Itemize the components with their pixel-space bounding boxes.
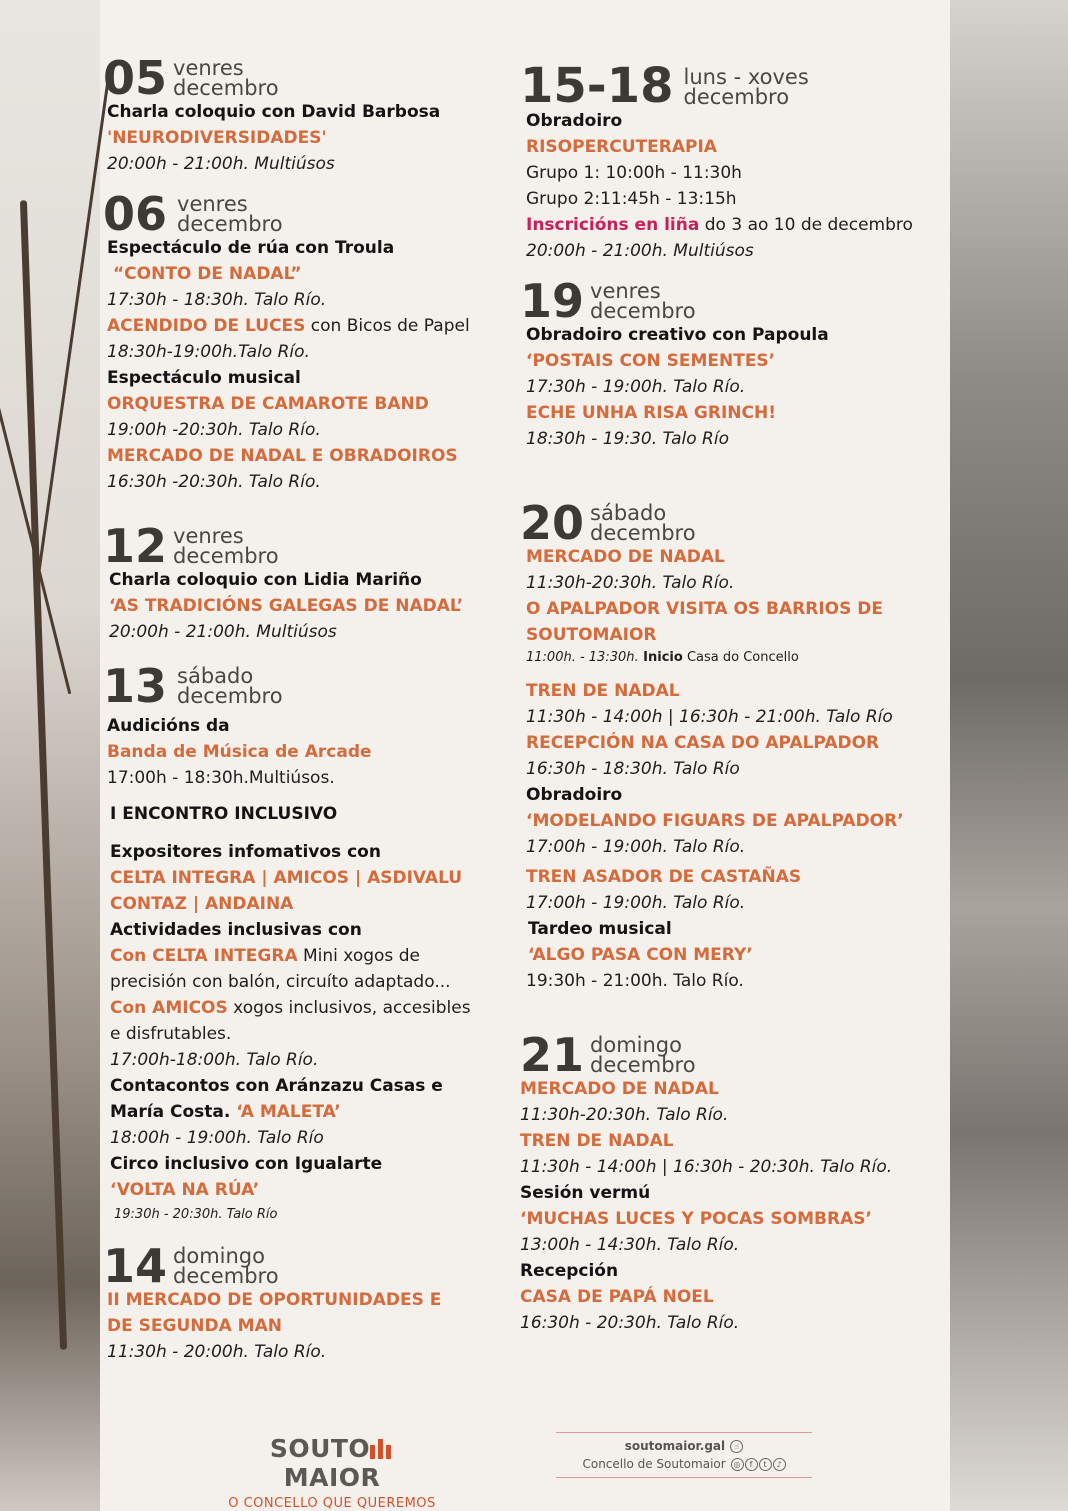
event-title: Circo inclusivo con Igualarte — [110, 1154, 383, 1174]
day-number: 06 — [103, 187, 168, 241]
event-name: ‘POSTAIS CON SEMENTES’ — [526, 351, 776, 371]
day-13 — [103, 659, 513, 1225]
event-title: Contacontos con Aránzazu Casas e — [110, 1076, 443, 1096]
event-detail: do 3 ao 10 de decembro — [699, 215, 913, 235]
event-name: “CONTO DE NADAL” — [113, 264, 302, 284]
event-title: Expositores infomativos con — [110, 842, 381, 862]
contact-block — [556, 1432, 812, 1478]
event-time: 17:00h - 18:30h.Multiúsos. — [107, 768, 335, 788]
day-number: 19 — [520, 274, 585, 328]
event-name: TREN DE NADAL — [526, 681, 680, 701]
event-title: Espectáculo de rúa con Troula — [107, 238, 395, 258]
event-name: RECEPCIÓN NA CASA DO APALPADOR — [526, 733, 880, 753]
event-title: Recepción — [520, 1261, 619, 1281]
month: decembro — [177, 684, 283, 709]
event-name: TREN DE NADAL — [520, 1131, 674, 1151]
event-name: MERCADO DE NADAL — [520, 1079, 719, 1099]
event-time: 17:00h - 19:00h. Talo Río. — [526, 837, 746, 857]
event-detail: xogos inclusivos, accesibles — [227, 998, 471, 1018]
event-time: Grupo 2:11:45h - 13:15h — [526, 189, 737, 209]
instagram-icon[interactable]: ◎ — [731, 1458, 744, 1471]
day-number: 14 — [103, 1239, 168, 1293]
event-name: MERCADO DE NADAL E OBRADOIROS — [107, 446, 458, 466]
event-time: 11:30h - 14:00h | 16:30h - 21:00h. Talo Río — [526, 707, 893, 727]
event-name: Banda de Música de Arcade — [107, 742, 372, 762]
logo-text-a: SOUTO — [269, 1434, 371, 1463]
day-05 — [103, 51, 513, 177]
event-title: Tardeo musical — [528, 919, 672, 939]
twitter-icon[interactable]: t — [759, 1458, 772, 1471]
event-name: Con AMICOS — [110, 998, 228, 1018]
right-column — [520, 58, 950, 1336]
tiktok-icon[interactable]: ♪ — [773, 1458, 786, 1471]
event-title: Obradoiro creativo con Papoula — [526, 325, 829, 345]
event-title: Charla coloquio con Lidia Mariño — [109, 570, 422, 590]
event-name: ‘MUCHAS LUCES Y POCAS SOMBRAS’ — [520, 1209, 872, 1229]
event-detail: Inicio — [638, 650, 683, 665]
day-12 — [103, 519, 513, 645]
event-name: ‘ALGO PASA CON MERY’ — [528, 945, 753, 965]
soutomaior-logo — [222, 1434, 442, 1511]
event-name: TREN ASADOR DE CASTAÑAS — [526, 867, 802, 887]
event-time: 16:30h - 20:30h. Talo Río. — [520, 1313, 740, 1333]
day-number: 15-18 — [520, 58, 674, 114]
left-column — [103, 51, 513, 1365]
day-number: 12 — [103, 519, 168, 573]
event-time: 11:30h - 14:00h | 16:30h - 20:30h. Talo Río. — [520, 1157, 893, 1177]
day-20 — [520, 496, 950, 994]
day-number: 20 — [520, 496, 585, 550]
event-time: 19:00h -20:30h. Talo Río. — [107, 420, 321, 440]
event-name: ACENDIDO DE LUCES — [107, 316, 306, 336]
weekday: sábado — [177, 664, 254, 689]
event-time: 16:30h -20:30h. Talo Río. — [107, 472, 321, 492]
day-19 — [520, 274, 950, 452]
event-title: Espectáculo musical — [107, 368, 301, 388]
event-time: 17:30h - 18:30h. Talo Río. — [107, 290, 327, 310]
event-name: ‘VOLTA NA RÚA’ — [110, 1180, 260, 1200]
month: decembro — [173, 544, 279, 569]
day-number: 13 — [103, 659, 168, 713]
event-name: II MERCADO DE OPORTUNIDADES E — [107, 1290, 442, 1310]
day-06 — [103, 187, 513, 495]
event-time: 20:00h - 21:00h. Multiúsos — [107, 154, 335, 174]
event-name: SOUTOMAIOR — [526, 625, 657, 645]
event-name: ‘A MALETA’ — [230, 1102, 341, 1122]
event-title: Obradoiro — [526, 111, 623, 131]
event-time: 20:00h - 21:00h. Multiúsos — [109, 622, 337, 642]
event-name: ‘AS TRADICIÓNS GALEGAS DE NADAL’ — [109, 596, 464, 616]
event-time: 20:00h - 21:00h. Multiúsos — [526, 241, 754, 261]
event-time: 13:00h - 14:30h. Talo Río. — [520, 1235, 740, 1255]
event-name: CELTA INTEGRA | AMICOS | ASDIVALU — [110, 868, 463, 888]
event-detail: precisión con balón, circuíto adaptado... — [110, 972, 451, 992]
weekday: domingo — [173, 1244, 265, 1269]
logo-text-b: MAIOR — [283, 1463, 381, 1492]
event-title: Charla coloquio con David Barbosa — [107, 102, 441, 122]
weekday: venres — [173, 524, 244, 549]
event-title: Actividades inclusivas con — [110, 920, 362, 940]
month: decembro — [590, 299, 696, 324]
event-name: RISOPERCUTERAPIA — [526, 137, 717, 157]
event-time: 18:30h - 19:30. Talo Río — [526, 429, 729, 449]
event-name: O APALPADOR VISITA OS BARRIOS DE — [526, 599, 884, 619]
event-name: CONTAZ | ANDAINA — [110, 894, 294, 914]
month: decembro — [590, 521, 696, 546]
weekday: venres — [173, 56, 244, 81]
day-15-18 — [520, 58, 950, 264]
logo-bars-icon — [370, 1439, 394, 1459]
day-14 — [103, 1239, 513, 1365]
event-detail: con Bicos de Papel — [305, 316, 470, 336]
right-watercolor-trees — [950, 0, 1068, 1511]
event-title: María Costa. — [110, 1102, 231, 1122]
website-link[interactable]: soutomaior.gal — [624, 1439, 726, 1453]
event-time: 19:30h - 21:00h. Talo Río. — [526, 971, 744, 991]
weekday: domingo — [590, 1033, 682, 1058]
registration-link[interactable]: Inscricións en liña — [526, 215, 700, 235]
event-name: Con CELTA INTEGRA — [110, 946, 298, 966]
weekday: venres — [177, 192, 248, 217]
event-name: MERCADO DE NADAL — [526, 547, 725, 567]
event-detail: Casa do Concello — [682, 650, 799, 665]
event-title: Obradoiro — [526, 785, 623, 805]
event-title: Audicións da — [107, 716, 230, 736]
pointer-icon: ☝ — [730, 1440, 743, 1453]
event-time: 18:30h-19:00h.Talo Río. — [107, 342, 310, 362]
logo-tagline: O CONCELLO QUE QUEREMOS — [228, 1496, 436, 1511]
event-time: 11:30h - 20:00h. Talo Río. — [107, 1342, 327, 1362]
event-time: 16:30h - 18:30h. Talo Río — [526, 759, 740, 779]
day-number: 21 — [520, 1028, 585, 1082]
event-time: 11:00h. - 13:30h. — [526, 650, 639, 665]
social-name: Concello de Soutomaior — [582, 1457, 726, 1471]
event-name: ‘MODELANDO FIGUARS DE APALPADOR’ — [526, 811, 904, 831]
month: decembro — [173, 1264, 279, 1289]
event-title: Sesión vermú — [520, 1183, 651, 1203]
event-name: ECHE UNHA RISA GRINCH! — [526, 403, 776, 423]
section-title: I ENCONTRO INCLUSIVO — [110, 804, 338, 824]
event-time: 11:30h-20:30h. Talo Río. — [526, 573, 735, 593]
month: decembro — [590, 1053, 696, 1078]
day-number: 05 — [103, 51, 168, 105]
event-detail: e disfrutables. — [110, 1024, 232, 1044]
event-time: 17:30h - 19:00h. Talo Río. — [526, 377, 746, 397]
weekday: venres — [590, 279, 661, 304]
day-21 — [520, 1028, 950, 1336]
month: decembro — [173, 76, 279, 101]
facebook-icon[interactable]: f — [745, 1458, 758, 1471]
event-detail: Mini xogos de — [297, 946, 420, 966]
month: decembro — [683, 85, 790, 110]
event-name: ORQUESTRA DE CAMAROTE BAND — [107, 394, 429, 414]
weekday: sábado — [590, 501, 667, 526]
weekday: luns - xoves — [683, 65, 809, 90]
event-name: CASA DE PAPÁ NOEL — [520, 1287, 714, 1307]
event-time: 18:00h - 19:00h. Talo Río — [110, 1128, 324, 1148]
event-time: 19:30h - 20:30h. Talo Río — [114, 1207, 278, 1222]
event-name: 'NEURODIVERSIDADES' — [107, 128, 327, 148]
month: decembro — [177, 212, 283, 237]
event-time: 17:00h-18:00h. Talo Río. — [110, 1050, 319, 1070]
event-time: 11:30h-20:30h. Talo Río. — [520, 1105, 729, 1125]
event-name: DE SEGUNDA MAN — [107, 1316, 282, 1336]
event-time: Grupo 1: 10:00h - 11:30h — [526, 163, 742, 183]
event-time: 17:00h - 19:00h. Talo Río. — [526, 893, 746, 913]
